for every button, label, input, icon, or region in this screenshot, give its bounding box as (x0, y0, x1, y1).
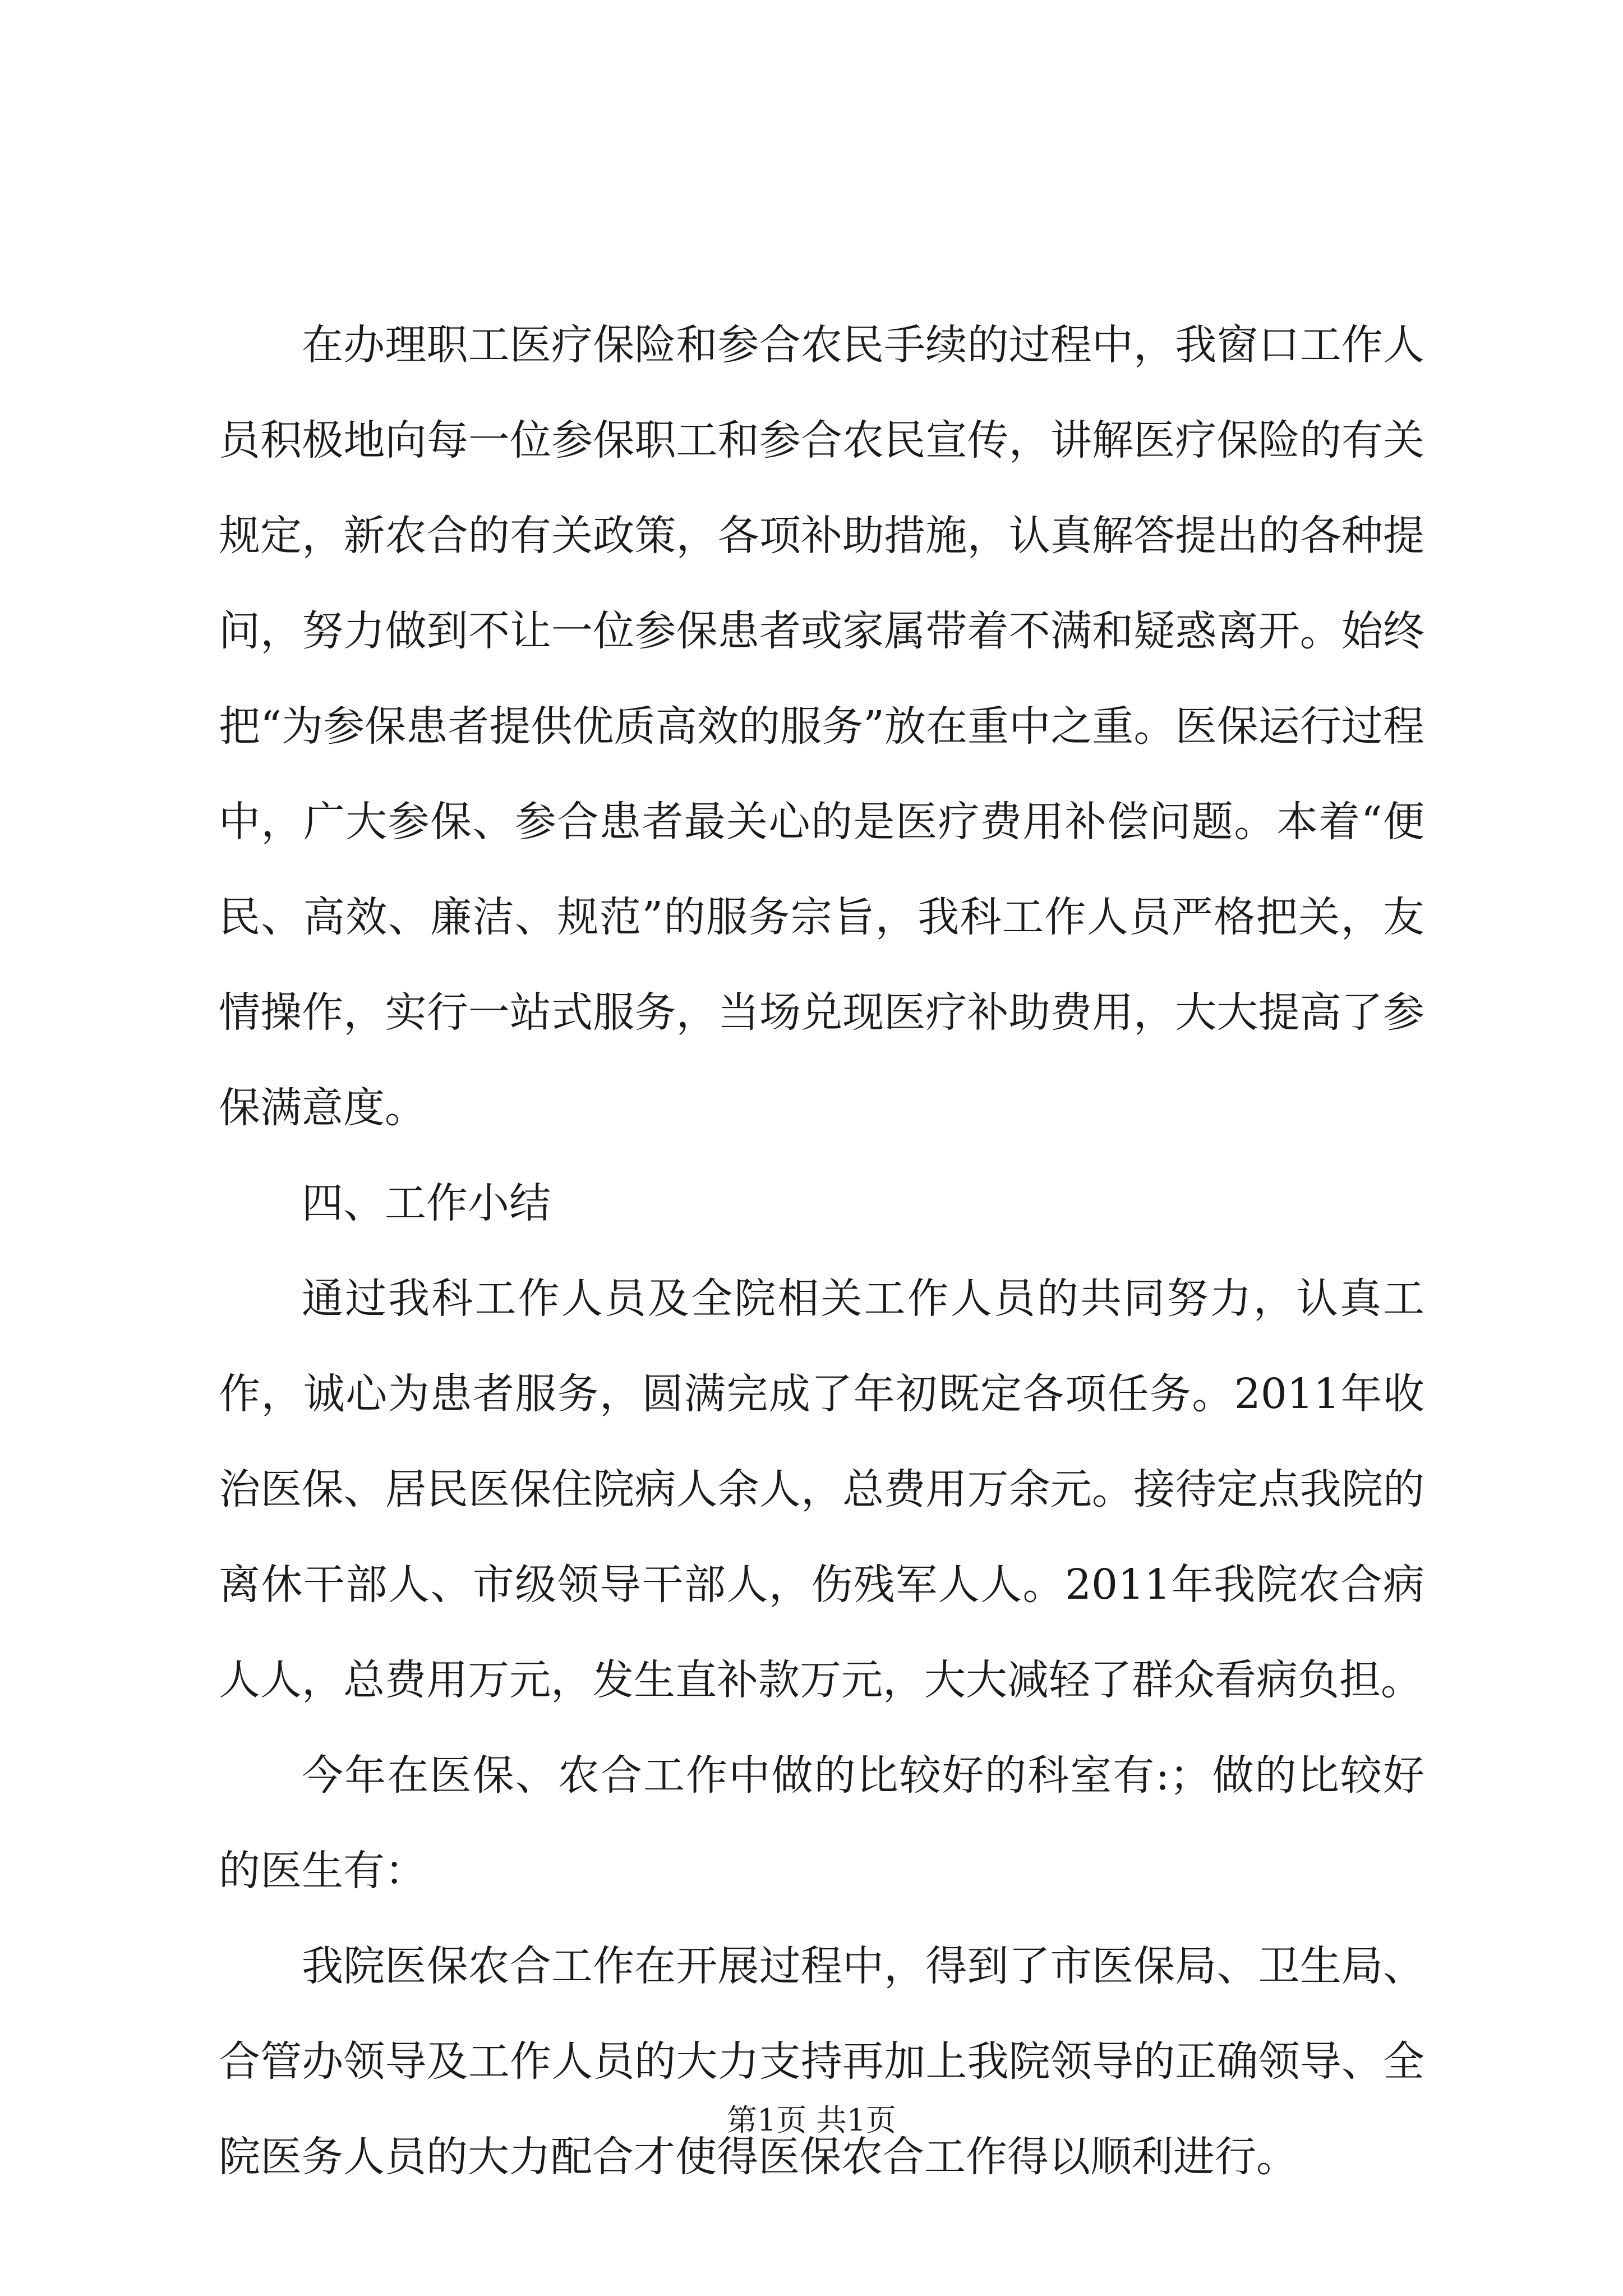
page-footer: 第1页 共1页 (727, 2102, 896, 2138)
paragraph-acknowledgement: 我院医保农合工作在开展过程中，得到了市医保局、卫生局、合管办领导及工作人员的大力支持再加上我院领导的正确领导、全院医务人员的大力配合才使得医保农合工作得以顺利进行。 (219, 1942, 1424, 2181)
paragraph-service: 在办理职工医疗保险和参合农民手续的过程中，我窗口工作人员积极地向每一位参保职工和参合农民宣传，讲解医疗保险的有关规定，新农合的有关政策，各项补助措施，认真解答提出的各种提问，努力做到不让一位参保患者或家属带着不满和疑惑离开。始终把“为参保患者提供优质高效的服务”放在重中之重。医保运行过程中，广大参保、参合患者最关心的是医疗费用补偿问题。本着“便民、高效、廉洁、规范”的服务宗旨，我科工作人员严格把关，友情操作，实行一站式服务，当场兑现医疗补助费用，大大提高了参保满意度。 (219, 321, 1424, 1132)
document-body (219, 297, 1424, 2205)
paragraph-good-departments: 今年在医保、农合工作中做的比较好的科室有:；做的比较好的医生有： (219, 1751, 1424, 1895)
paragraph-summary: 通过我科工作人员及全院相关工作人员的共同努力，认真工作，诚心为患者服务，圆满完成了年初既定各项任务。2011年收治医保、居民医保住院病人余人，总费用万余元。接待定点我院的离休干部人、市级领导干部人，伤残军人人。2011年我院农合病人人，总费用万元，发生直补款万元，大大减轻了群众看病负担。 (219, 1274, 1424, 1704)
section-heading-summary: 四、工作小结 (302, 1179, 551, 1227)
